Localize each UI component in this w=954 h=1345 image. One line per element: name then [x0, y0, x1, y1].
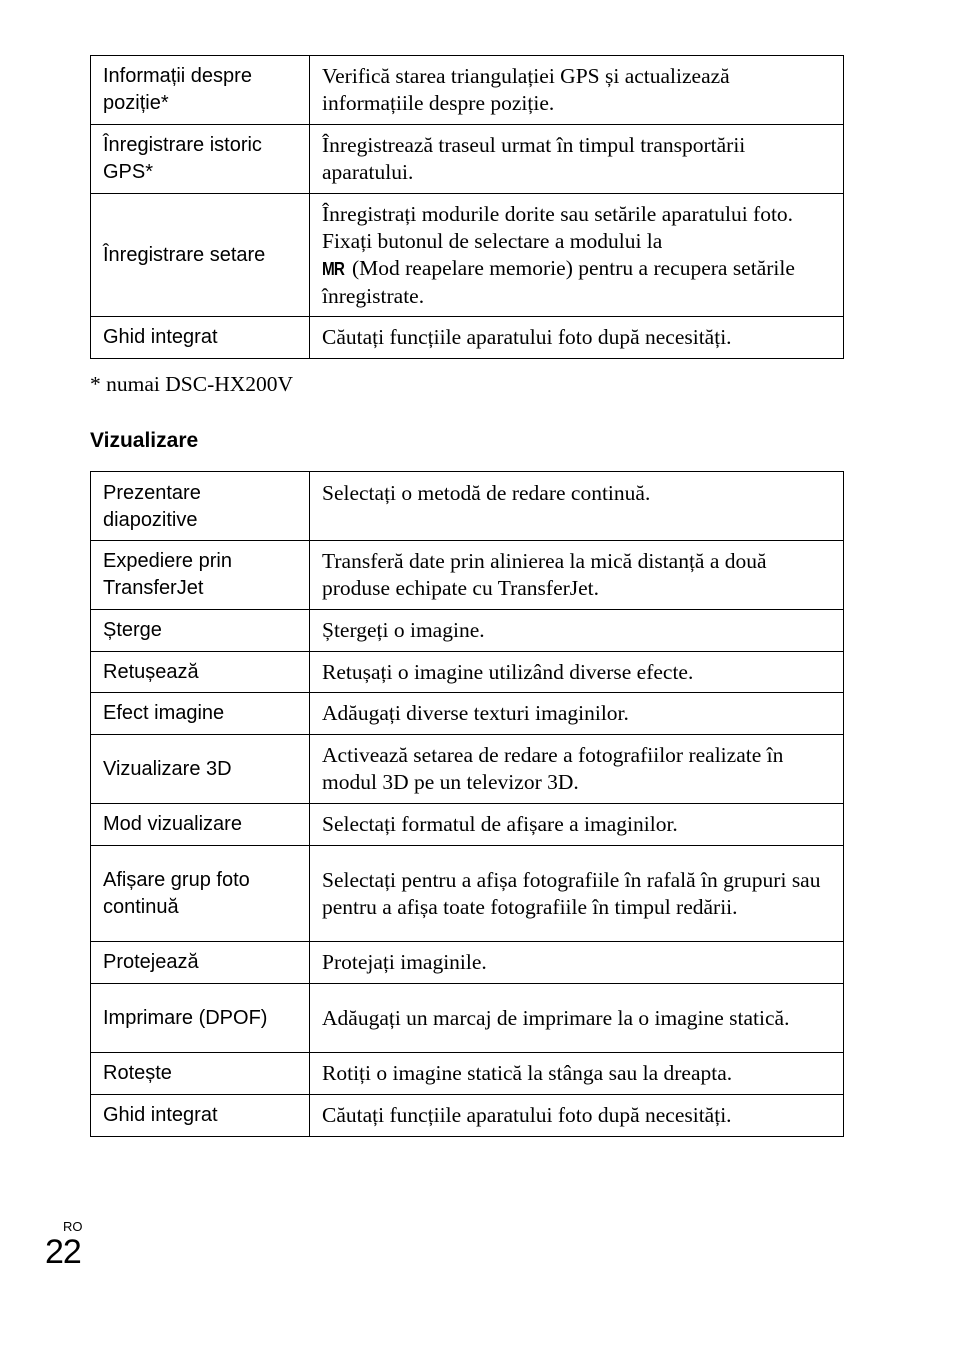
language-code: RO	[63, 1219, 83, 1234]
description-cell: Activează setarea de redare a fotografiilor realizate în modul 3D pe un televizor 3D.	[310, 735, 844, 804]
term-cell: Vizualizare 3D	[91, 735, 310, 804]
term-cell: Rotește	[91, 1053, 310, 1095]
page-number: 22	[45, 1233, 81, 1271]
table-row	[91, 1095, 844, 1137]
description-cell	[310, 194, 844, 317]
term-cell: Ghid integrat	[91, 1095, 310, 1137]
table-row	[91, 984, 844, 1053]
table-row	[91, 942, 844, 984]
term-cell: Informații despre poziție*	[91, 56, 310, 125]
term-cell: Protejează	[91, 942, 310, 984]
description-cell: Rotiți o imagine statică la stânga sau la dreapta.	[310, 1053, 844, 1095]
table-row	[91, 125, 844, 194]
description-cell: Căutați funcțiile aparatului foto după necesități.	[310, 1095, 844, 1137]
term-cell: Efect imagine	[91, 693, 310, 735]
table-row	[91, 804, 844, 846]
term-cell: Înregistrare setare	[91, 194, 310, 317]
term-cell: Ghid integrat	[91, 317, 310, 359]
table-row	[91, 194, 844, 317]
table-row	[91, 610, 844, 652]
table-row	[91, 1053, 844, 1095]
description-cell: Verifică starea triangulației GPS și actualizează informațiile despre poziție.	[310, 56, 844, 125]
table-row	[91, 541, 844, 610]
description-cell: Selectați formatul de afișare a imaginilor.	[310, 804, 844, 846]
menu-table-2	[90, 471, 844, 1137]
description-cell: Selectați o metodă de redare continuă.	[310, 472, 844, 541]
description-cell: Retușați o imagine utilizând diverse efecte.	[310, 652, 844, 693]
description-text: Înregistrați modurile dorite sau setările aparatului foto. Fixați butonul de selectare a modului la	[322, 201, 794, 253]
table-row	[91, 56, 844, 125]
term-cell: Imprimare (DPOF)	[91, 984, 310, 1053]
term-cell: Retușează	[91, 652, 310, 693]
table-row	[91, 846, 844, 942]
term-cell: Expediere prin TransferJet	[91, 541, 310, 610]
description-cell: Protejați imaginile.	[310, 942, 844, 984]
description-cell: Ștergeți o imagine.	[310, 610, 844, 652]
term-cell: Prezentare diapozitive	[91, 472, 310, 541]
description-cell: Transferă date prin alinierea la mică distanță a două produse echipate cu TransferJet.	[310, 541, 844, 610]
table-row	[91, 472, 844, 541]
memory-recall-mode-icon: MR	[322, 258, 345, 279]
term-cell: Mod vizualizare	[91, 804, 310, 846]
description-text: (Mod reapelare memorie) pentru a recupera setările înregistrate.	[322, 255, 795, 308]
table-row	[91, 735, 844, 804]
description-cell: Selectați pentru a afișa fotografiile în rafală în grupuri sau pentru a afișa toate fotografiile în timpul redării.	[310, 846, 844, 942]
menu-table-1	[90, 55, 844, 359]
term-cell: Înregistrare istoric GPS*	[91, 125, 310, 194]
description-cell: Adăugați un marcaj de imprimare la o imagine statică.	[310, 984, 844, 1053]
description-cell: Înregistrează traseul urmat în timpul transportării aparatului.	[310, 125, 844, 194]
description-cell: Adăugați diverse texturi imaginilor.	[310, 693, 844, 735]
footnote: * numai DSC-HX200V	[90, 372, 294, 396]
table-row	[91, 693, 844, 735]
description-cell: Căutați funcțiile aparatului foto după necesități.	[310, 317, 844, 359]
table-row	[91, 317, 844, 359]
term-cell: Afișare grup foto continuă	[91, 846, 310, 942]
term-cell: Șterge	[91, 610, 310, 652]
table-row	[91, 652, 844, 693]
section-heading: Vizualizare	[90, 429, 199, 452]
